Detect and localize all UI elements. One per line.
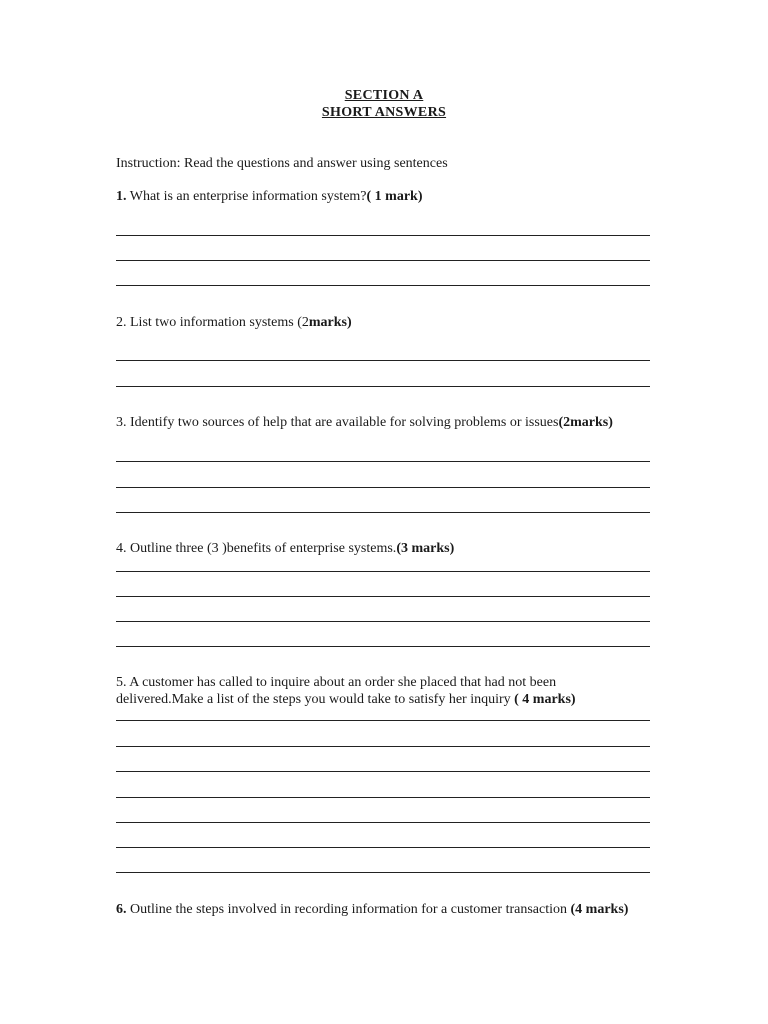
question-text: Outline the steps involved in recording information for a customer transaction xyxy=(130,902,571,917)
question-marks: (2marks) xyxy=(558,415,613,430)
instruction-text: Instruction: Read the questions and answer using sentences xyxy=(116,156,448,171)
question-text: List two information systems (2 xyxy=(130,315,309,330)
question-marks: ( 1 mark) xyxy=(366,189,423,204)
answer-line[interactable] xyxy=(116,487,650,488)
answer-line[interactable] xyxy=(116,285,650,286)
question-text: What is an enterprise information system? xyxy=(129,189,367,204)
question-marks: ( 4 marks) xyxy=(514,692,576,707)
section-subtitle: SHORT ANSWERS xyxy=(321,105,447,120)
question-number: 1. xyxy=(116,189,127,204)
question-number: 6. xyxy=(116,902,127,917)
question-number: 5. xyxy=(116,675,127,690)
answer-line[interactable] xyxy=(116,720,650,721)
question-5 xyxy=(116,674,636,708)
answer-line[interactable] xyxy=(116,596,650,597)
question-marks: (3 marks) xyxy=(396,541,455,556)
question-text: Identify two sources of help that are available for solving problems or issues xyxy=(130,415,559,430)
answer-line[interactable] xyxy=(116,512,650,513)
question-number: 3. xyxy=(116,415,127,430)
answer-line[interactable] xyxy=(116,847,650,848)
question-number: 4. xyxy=(116,541,127,556)
answer-line[interactable] xyxy=(116,386,650,387)
answer-line[interactable] xyxy=(116,746,650,747)
answer-line[interactable] xyxy=(116,461,650,462)
answer-line[interactable] xyxy=(116,260,650,261)
question-text: A customer has called to inquire about an order she placed that had not been delivered.Make a list of the steps you would take to satisfy her inquiry xyxy=(116,675,557,707)
question-1 xyxy=(116,188,656,205)
question-3 xyxy=(116,414,656,431)
question-text: Outline three (3 )benefits of enterprise systems. xyxy=(130,541,397,556)
answer-line[interactable] xyxy=(116,360,650,361)
question-marks: marks) xyxy=(308,315,352,330)
question-number: 2. xyxy=(116,315,127,330)
answer-line[interactable] xyxy=(116,771,650,772)
answer-line[interactable] xyxy=(116,621,650,622)
question-4 xyxy=(116,540,656,557)
question-2 xyxy=(116,314,656,331)
answer-line[interactable] xyxy=(116,797,650,798)
answer-line[interactable] xyxy=(116,872,650,873)
answer-line[interactable] xyxy=(116,235,650,236)
answer-line[interactable] xyxy=(116,571,650,572)
question-6 xyxy=(116,901,644,918)
answer-line[interactable] xyxy=(116,822,650,823)
answer-line[interactable] xyxy=(116,646,650,647)
section-title: SECTION A xyxy=(344,88,424,103)
question-marks: (4 marks) xyxy=(570,902,629,917)
